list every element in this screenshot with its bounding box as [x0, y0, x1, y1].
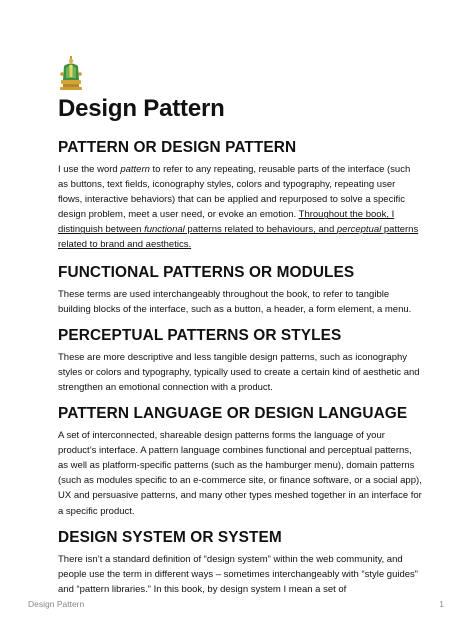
ornate-emblem-icon [58, 56, 84, 92]
emphasis-text: perceptual [336, 224, 382, 236]
paragraph-text: to refer to any repeating, reusable parts of the interface (such as buttons, text fields, iconography styles, colors and typography, repeating user flows, interactive behaviors) that can be applied and repurposed to solve a specific design problem, meet a user need, or evoke an emotion. [58, 164, 411, 221]
section-pattern-or-design-pattern [58, 138, 422, 253]
section-heading: PERCEPTUAL PATTERNS OR STYLES [58, 326, 342, 344]
section-heading: FUNCTIONAL PATTERNS OR MODULES [58, 263, 355, 281]
section-pattern-language [58, 404, 422, 519]
document-title: Design Pattern [58, 95, 225, 122]
paragraph-text: I use the word [58, 164, 121, 175]
emphasis-text: functional [144, 224, 185, 236]
section-paragraph [58, 162, 422, 253]
emphasis-text: pattern [120, 164, 150, 175]
footer-label: Design Pattern [28, 599, 85, 609]
document-page [58, 56, 422, 597]
section-design-system [58, 528, 422, 597]
section-heading: PATTERN OR DESIGN PATTERN [58, 139, 297, 156]
page-number: 1 [439, 599, 444, 609]
section-paragraph: These are more descriptive and less tangible design patterns, such as iconography styles or colors and typography, typically used to create a certain kind of aesthetic and strengthen an emotional connection with a product. [58, 351, 420, 393]
underlined-segment: patterns related to behaviours, and [184, 224, 337, 236]
underlined-segment: patterns related to brand and aesthetics. [58, 224, 419, 251]
underlined-segment: Throughout the book, I distinguish between [58, 209, 395, 236]
section-perceptual-patterns [58, 326, 422, 395]
section-heading: DESIGN SYSTEM OR SYSTEM [58, 528, 282, 546]
section-heading: PATTERN LANGUAGE OR DESIGN LANGUAGE [58, 405, 408, 423]
section-paragraph: A set of interconnected, shareable design patterns forms the language of your product’s interface. A pattern language combines functional and perceptual patterns, as well as platform-specific patterns (such as the hamburger menu), domain patterns (such as modules specific to an e-commerce site, or finance software, or a social app), UX and persuasive patterns, and many other types meshed together in an interface for a specific product. [58, 430, 422, 517]
section-paragraph: These terms are used interchangeably throughout the book, to refer to tangible building blocks of the interface, such as a button, a header, a form element, a menu. [58, 288, 412, 315]
section-functional-patterns [58, 263, 422, 317]
section-paragraph: There isn’t a standard definition of “design system” within the web community, and people use the term in different ways – sometimes interchangeably with “style guides” and “pattern libraries.” In this book, by design system I mean a set of [58, 553, 418, 595]
